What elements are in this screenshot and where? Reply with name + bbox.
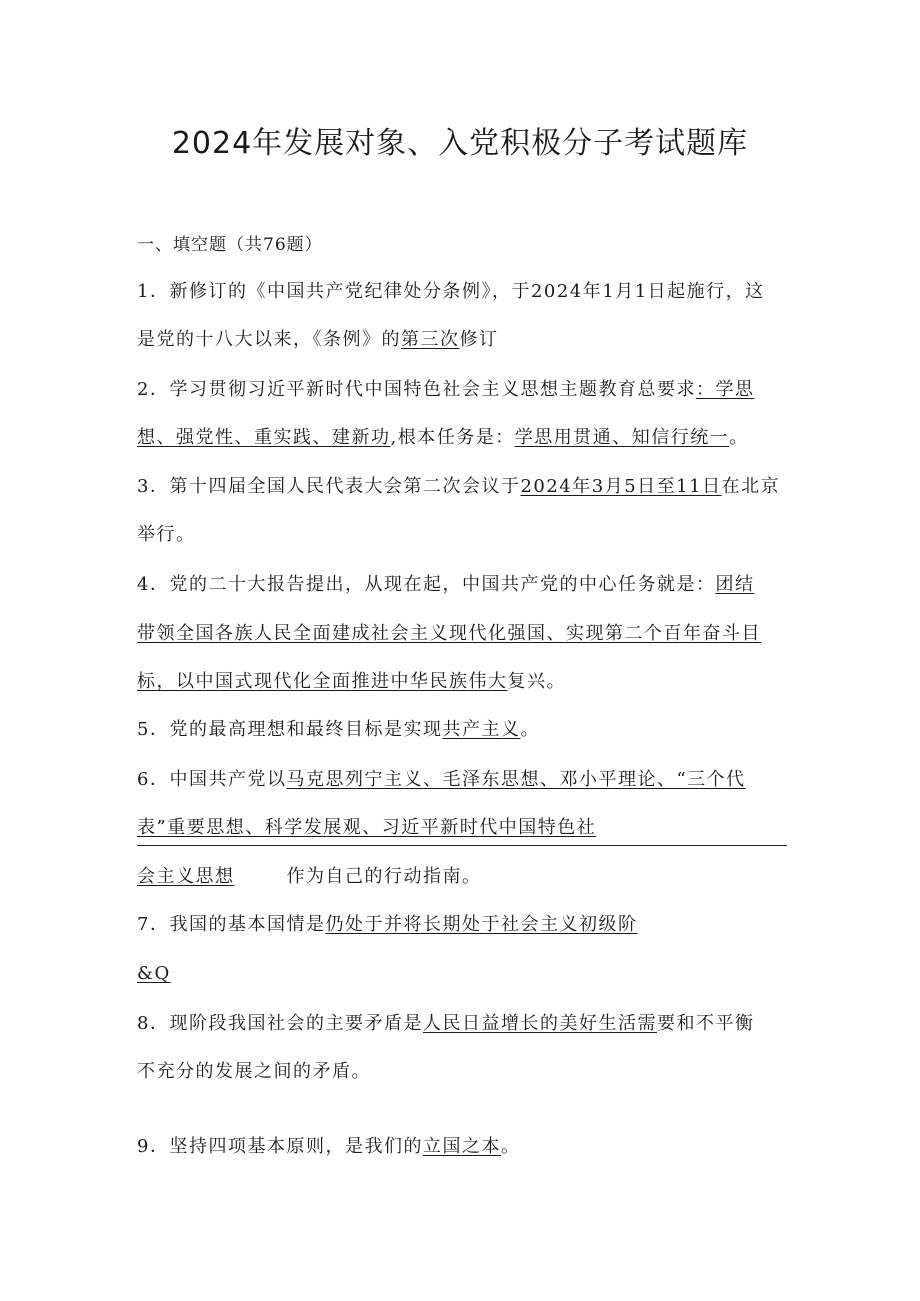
q5-text2: 。 [520,719,540,740]
q5-text: 5．党的最高理想和最终目标是实现 [137,719,443,740]
section-heading: 一、填空题（共76题） [137,235,323,255]
q3-line1 [137,475,780,499]
q4-answer3: 标，以中国式现代化全面推进中华民族伟大 [137,671,508,692]
q1-answer: 第三次 [401,329,460,350]
q4-text2: 复兴。 [507,671,566,692]
q5-line [137,718,540,742]
q9-answer: 立国之本 [422,1136,501,1157]
q5-answer: 共产主义 [442,719,521,740]
q2-line2 [137,426,749,450]
q7-text2: &Q [137,963,171,984]
q9-line [137,1135,520,1159]
q7-text: 7．我国的基本国情是 [137,914,326,935]
q4-line1 [137,573,754,597]
q8-text2: 要和不平衡 [656,1013,755,1034]
q4-line2 [137,622,761,646]
q8-text3: 不充分的发展之间的矛盾。 [137,1061,371,1082]
q6-line1 [137,768,746,792]
answer-rule [137,845,787,846]
q1-text2: 是党的十八大以来，《条例》的 [137,329,401,350]
q6-text2: 作为自己的行动指南。 [286,866,482,887]
q6-line2 [137,816,596,840]
q2-answer3: 学思用贯通、知信行统一 [514,427,730,448]
q3-answer: 2024年3月5日至11日 [520,476,722,497]
q2-line1 [137,378,754,402]
q4-text: 4．党的二十大报告提出，从现在起，中国共产党的中心任务就是： [137,574,716,595]
q7-line1 [137,913,637,937]
q3-text3: 举行。 [137,524,196,545]
q8-answer: 人民日益增长的美好生活需 [422,1013,657,1034]
q9-text2: 。 [500,1136,521,1157]
q3-line2 [137,523,196,547]
q3-text2: 在北京 [721,476,781,497]
q1-line2 [137,328,499,352]
q7-answer: 仍处于并将长期处于社会主义初级阶 [325,914,638,935]
q1-text3: 修订 [459,329,499,350]
q2-answer1: ：学思 [695,379,755,400]
q4-answer2: 带领全国各族人民全面建成社会主义现代化强国、实现第二个百年奋斗目 [137,623,761,644]
q3-text: 3．第十四届全国人民代表大会第二次会议于 [137,476,521,497]
q2-text3: 。 [729,427,749,448]
q2-text: 2．学习贯彻习近平新时代中国特色社会主义思想主题教育总要求 [137,379,696,400]
q8-text: 8．现阶段我国社会的主要矛盾是 [137,1013,423,1034]
q1-line1 [137,280,765,304]
q8-line1 [137,1012,754,1036]
q2-text2: ,根本任务是： [390,427,515,448]
document-title: 2024年发展对象、入党积极分子考试题库 [171,126,749,161]
q9-text: 9．坚持四项基本原则，是我们的 [137,1136,423,1157]
q1-text: 1．新修订的《中国共产党纪律处分条例》，于2024年1月1日起施行，这 [137,281,765,302]
q2-answer2: 想、强党性、重实践、建新功 [137,427,391,448]
q4-line3 [137,670,566,694]
q6-line3 [137,865,482,889]
q8-line2 [137,1060,371,1084]
q4-answer1: 团结 [715,574,755,595]
q7-line2 [137,962,171,986]
q6-answer2: 表”重要思想、科学发展观、习近平新时代中国特色社 [137,817,597,838]
q6-answer1: 马克思列宁主义、毛泽东思想、邓小平理论、“三个代 [286,769,746,790]
q6-answer3: 会主义思想 [137,866,235,887]
q6-text: 6．中国共产党以 [137,769,287,790]
